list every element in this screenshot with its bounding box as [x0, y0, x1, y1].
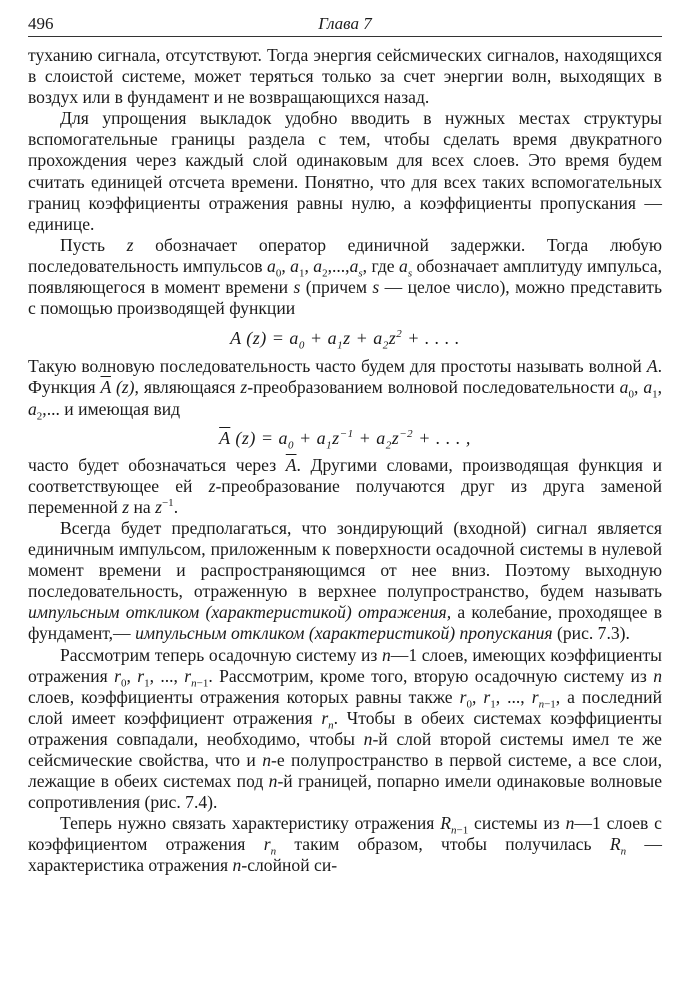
- paragraph-7: Рассмотрим теперь осадочную систему из n—1 слоев, имеющих коэффициенты отражения $r_0$, $r_1$, ..., $r_{n-1}$. Рассмотрим, кроме того, вторую осадочную систему из n слоев, коэффициенты отражения которых равны также $r_0$, $r_1$, ..., $r_{n-1}$, а последний слой имеет коэффициент отражения $r_n$. Чтобы в обеих системах коэффициенты отражения совпадали, необходимо, чтобы n-й слой второй системы имел те же сейсмические свойства, что и n-е полупространство в первой системе, а все слои, лежащие в обеих системах под n-й границей, попарно имели одинаковые волновые сопротивления (рис. 7.4).: [28, 644, 663, 813]
- chapter-title: Глава 7: [318, 14, 372, 33]
- paragraph-1: туханию сигнала, отсутствуют. Тогда энергия сейсмических сигналов, находящихся в слоистой системе, может теряться только за счет энергии волн, выходящих в воздух или в фундамент и не возвращающихся назад.: [28, 45, 662, 108]
- formula-z-transform: $\overline{A}$ $(z) = a_0 + a_1z^{-1} + a_2z^{-2}$ + . . . ,: [219, 427, 471, 452]
- page-number: 496: [28, 14, 54, 33]
- page-header: [28, 12, 662, 37]
- paragraph-8: Теперь нужно связать характеристику отражения $R_{n-1}$ системы из n—1 слоев с коэффициентом отражения $r_n$ таким образом, чтобы получилась $R_n$ — характеристика отражения n-слойной си-: [28, 813, 662, 876]
- paragraph-6: Всегда будет предполагаться, что зондирующий (входной) сигнал является единичным импульсом, приложенным к поверхности осадочной системы в нулевой момент времени и распространяющимся от нее вниз. Поэтому выходную последовательность, отраженную в верхнее полупространство, будем называть импульсным откликом (характеристикой) отражения, а колебание, проходящее в фундамент,— импульсным откликом (характеристикой) пропускания (рис. 7.3).: [28, 517, 662, 644]
- page-body: [28, 45, 662, 877]
- paragraph-4: Такую волновую последовательность часто будем для простоты называть волной A. Функция $\overline{A}$ (z), являющаяся z-преобразованием волновой последовательности $a_0$, $a_1$, $a_2$,... и имеющая вид: [28, 356, 663, 423]
- paragraph-5: часто будет обозначаться через $\overline{A}$. Другими словами, производящая функция и соответствующее ей z-преобразование получаются друг из друга заменой переменной z на $z^{-1}$.: [28, 454, 662, 517]
- book-page: [28, 12, 662, 877]
- paragraph-2: Для упрощения выкладок удобно вводить в нужных местах структуры вспомогательные границы раздела с тем, чтобы сделать время двукратного прохождения через каждый слой одинаковым для всех слоев. Это время будем считать единицей отсчета времени. Понятно, что для всех таких вспомогательных границ коэффициенты отражения равны нулю, а коэффициенты пропускания — единице.: [28, 108, 662, 234]
- paragraph-3: Пусть z обозначает оператор единичной задержки. Тогда любую последовательность импульсов $a_0$, $a_1$, $a_2,...,a_s$, где $a_s$ обозначает амплитуду импульса, появляющегося в момент времени s (причем s — целое число), можно представить с помощью производящей функции: [28, 234, 663, 319]
- formula-generating-function: A $(z) = a_0 + a_1z + a_2z^2$ + . . . .: [230, 328, 460, 352]
